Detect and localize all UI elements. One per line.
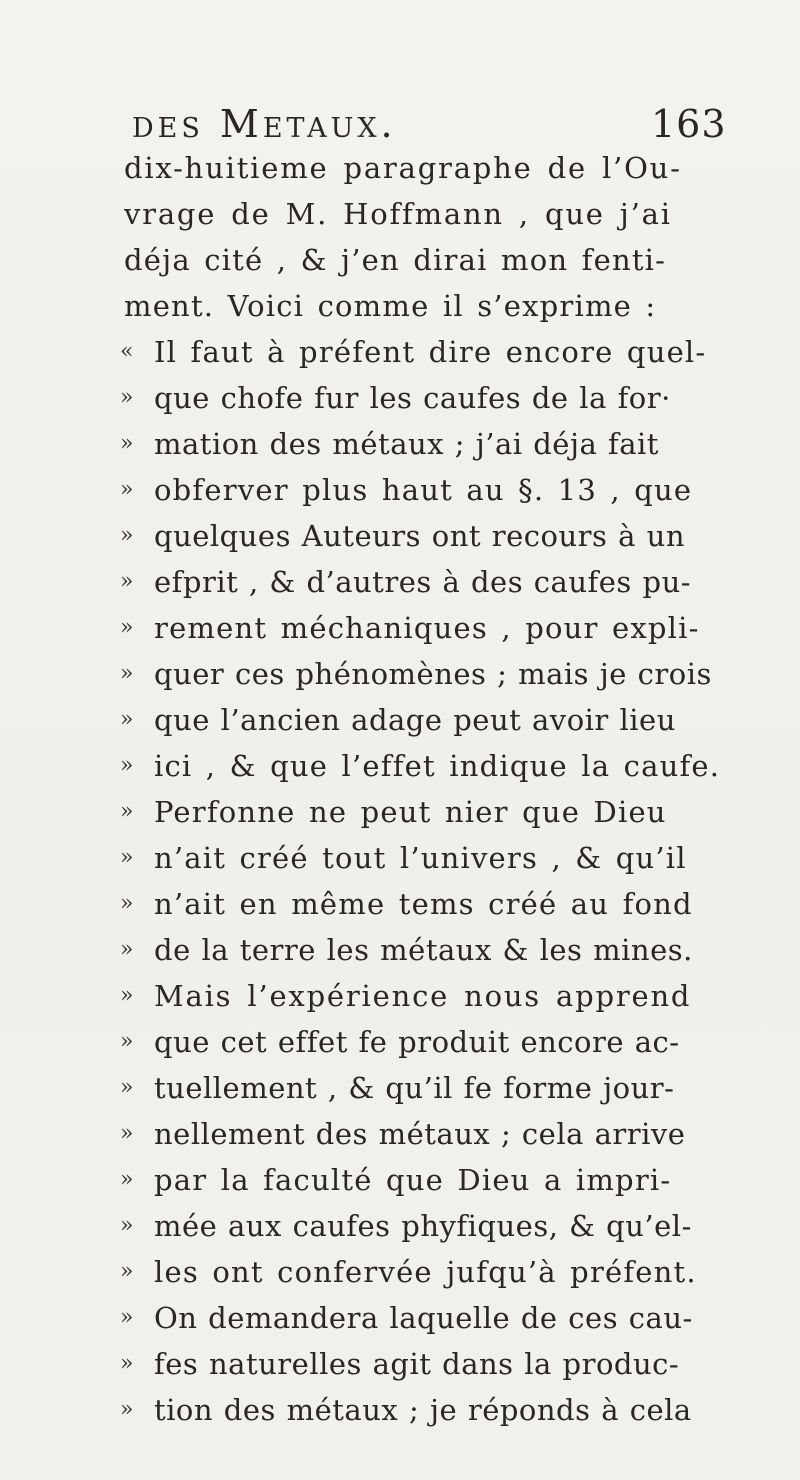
line-text: mée aux caufes phyfiques, & qu’el- xyxy=(154,1209,692,1243)
running-title: des Metaux. xyxy=(132,102,397,146)
quote-mark: » xyxy=(120,523,134,548)
line-text: vrage de M. Hoffmann , que j’ai xyxy=(124,197,672,231)
line-text: déja cité , & j’en dirai mon fenti- xyxy=(124,243,667,277)
quote-mark: » xyxy=(120,1351,134,1376)
quote-mark: » xyxy=(120,1259,134,1284)
line-text: n’ait créé tout l’univers , & qu’il xyxy=(154,841,687,875)
line-text: tuellement , & qu’il fe forme jour- xyxy=(154,1071,675,1105)
line-text: tion des métaux ; je réponds à cela xyxy=(154,1393,692,1427)
line-text: On demandera laquelle de ces cau- xyxy=(154,1301,693,1335)
line-text: ici , & que l’effet indique la caufe. xyxy=(154,749,721,783)
line-text: que chofe fur les caufes de la for· xyxy=(154,381,671,415)
quote-mark: » xyxy=(120,661,134,686)
line-text: quelques Auteurs ont recours à un xyxy=(154,519,685,553)
line-text: que cet effet fe produit encore ac- xyxy=(154,1025,680,1059)
line-text: quer ces phénomènes ; mais je crois xyxy=(154,657,712,691)
line-text: nellement des métaux ; cela arrive xyxy=(154,1117,686,1151)
line-text: de la terre les métaux & les mines. xyxy=(154,933,693,967)
line-text: fes naturelles agit dans la produc- xyxy=(154,1347,680,1381)
quote-mark: » xyxy=(120,1121,134,1146)
line-text: les ont confervée jufqu’à préfent. xyxy=(154,1255,697,1289)
line-text: par la faculté que Dieu a impri- xyxy=(154,1163,672,1197)
quote-mark: » xyxy=(120,477,134,502)
line-text: mation des métaux ; j’ai déja fait xyxy=(154,427,659,461)
page-number: 163 xyxy=(651,102,727,146)
line-text: n’ait en même tems créé au fond xyxy=(154,887,693,921)
quote-mark: » xyxy=(120,431,134,456)
line-text: rement méchaniques , pour expli- xyxy=(154,611,700,645)
line-text: Il faut à préfent dire encore quel- xyxy=(154,335,707,369)
quote-mark: » xyxy=(120,845,134,870)
line-text: que l’ancien adage peut avoir lieu xyxy=(154,703,676,737)
quote-mark: » xyxy=(120,569,134,594)
quote-mark: « xyxy=(120,339,134,364)
quote-mark: » xyxy=(120,707,134,732)
line-text: ment. Voici comme il s’exprime : xyxy=(124,289,657,323)
line-text: efprit , & d’autres à des caufes pu- xyxy=(154,565,692,599)
quote-mark: » xyxy=(120,1397,134,1422)
quote-mark: » xyxy=(120,385,134,410)
quote-mark: » xyxy=(120,753,134,778)
quote-mark: » xyxy=(120,983,134,1008)
quote-mark: » xyxy=(120,1213,134,1238)
quote-mark: » xyxy=(120,891,134,916)
quote-mark: » xyxy=(120,1075,134,1100)
quote-mark: » xyxy=(120,1029,134,1054)
line-text: dix-huitieme paragraphe de l’Ou- xyxy=(124,151,682,185)
quote-mark: » xyxy=(120,615,134,640)
quote-mark: » xyxy=(120,799,134,824)
quote-mark: » xyxy=(120,1305,134,1330)
line-text: obferver plus haut au §. 13 , que xyxy=(154,473,693,507)
line-text: Perfonne ne peut nier que Dieu xyxy=(154,795,667,829)
quote-mark: » xyxy=(120,937,134,962)
quote-mark: » xyxy=(120,1167,134,1192)
line-text: Mais l’expérience nous apprend xyxy=(154,979,692,1013)
